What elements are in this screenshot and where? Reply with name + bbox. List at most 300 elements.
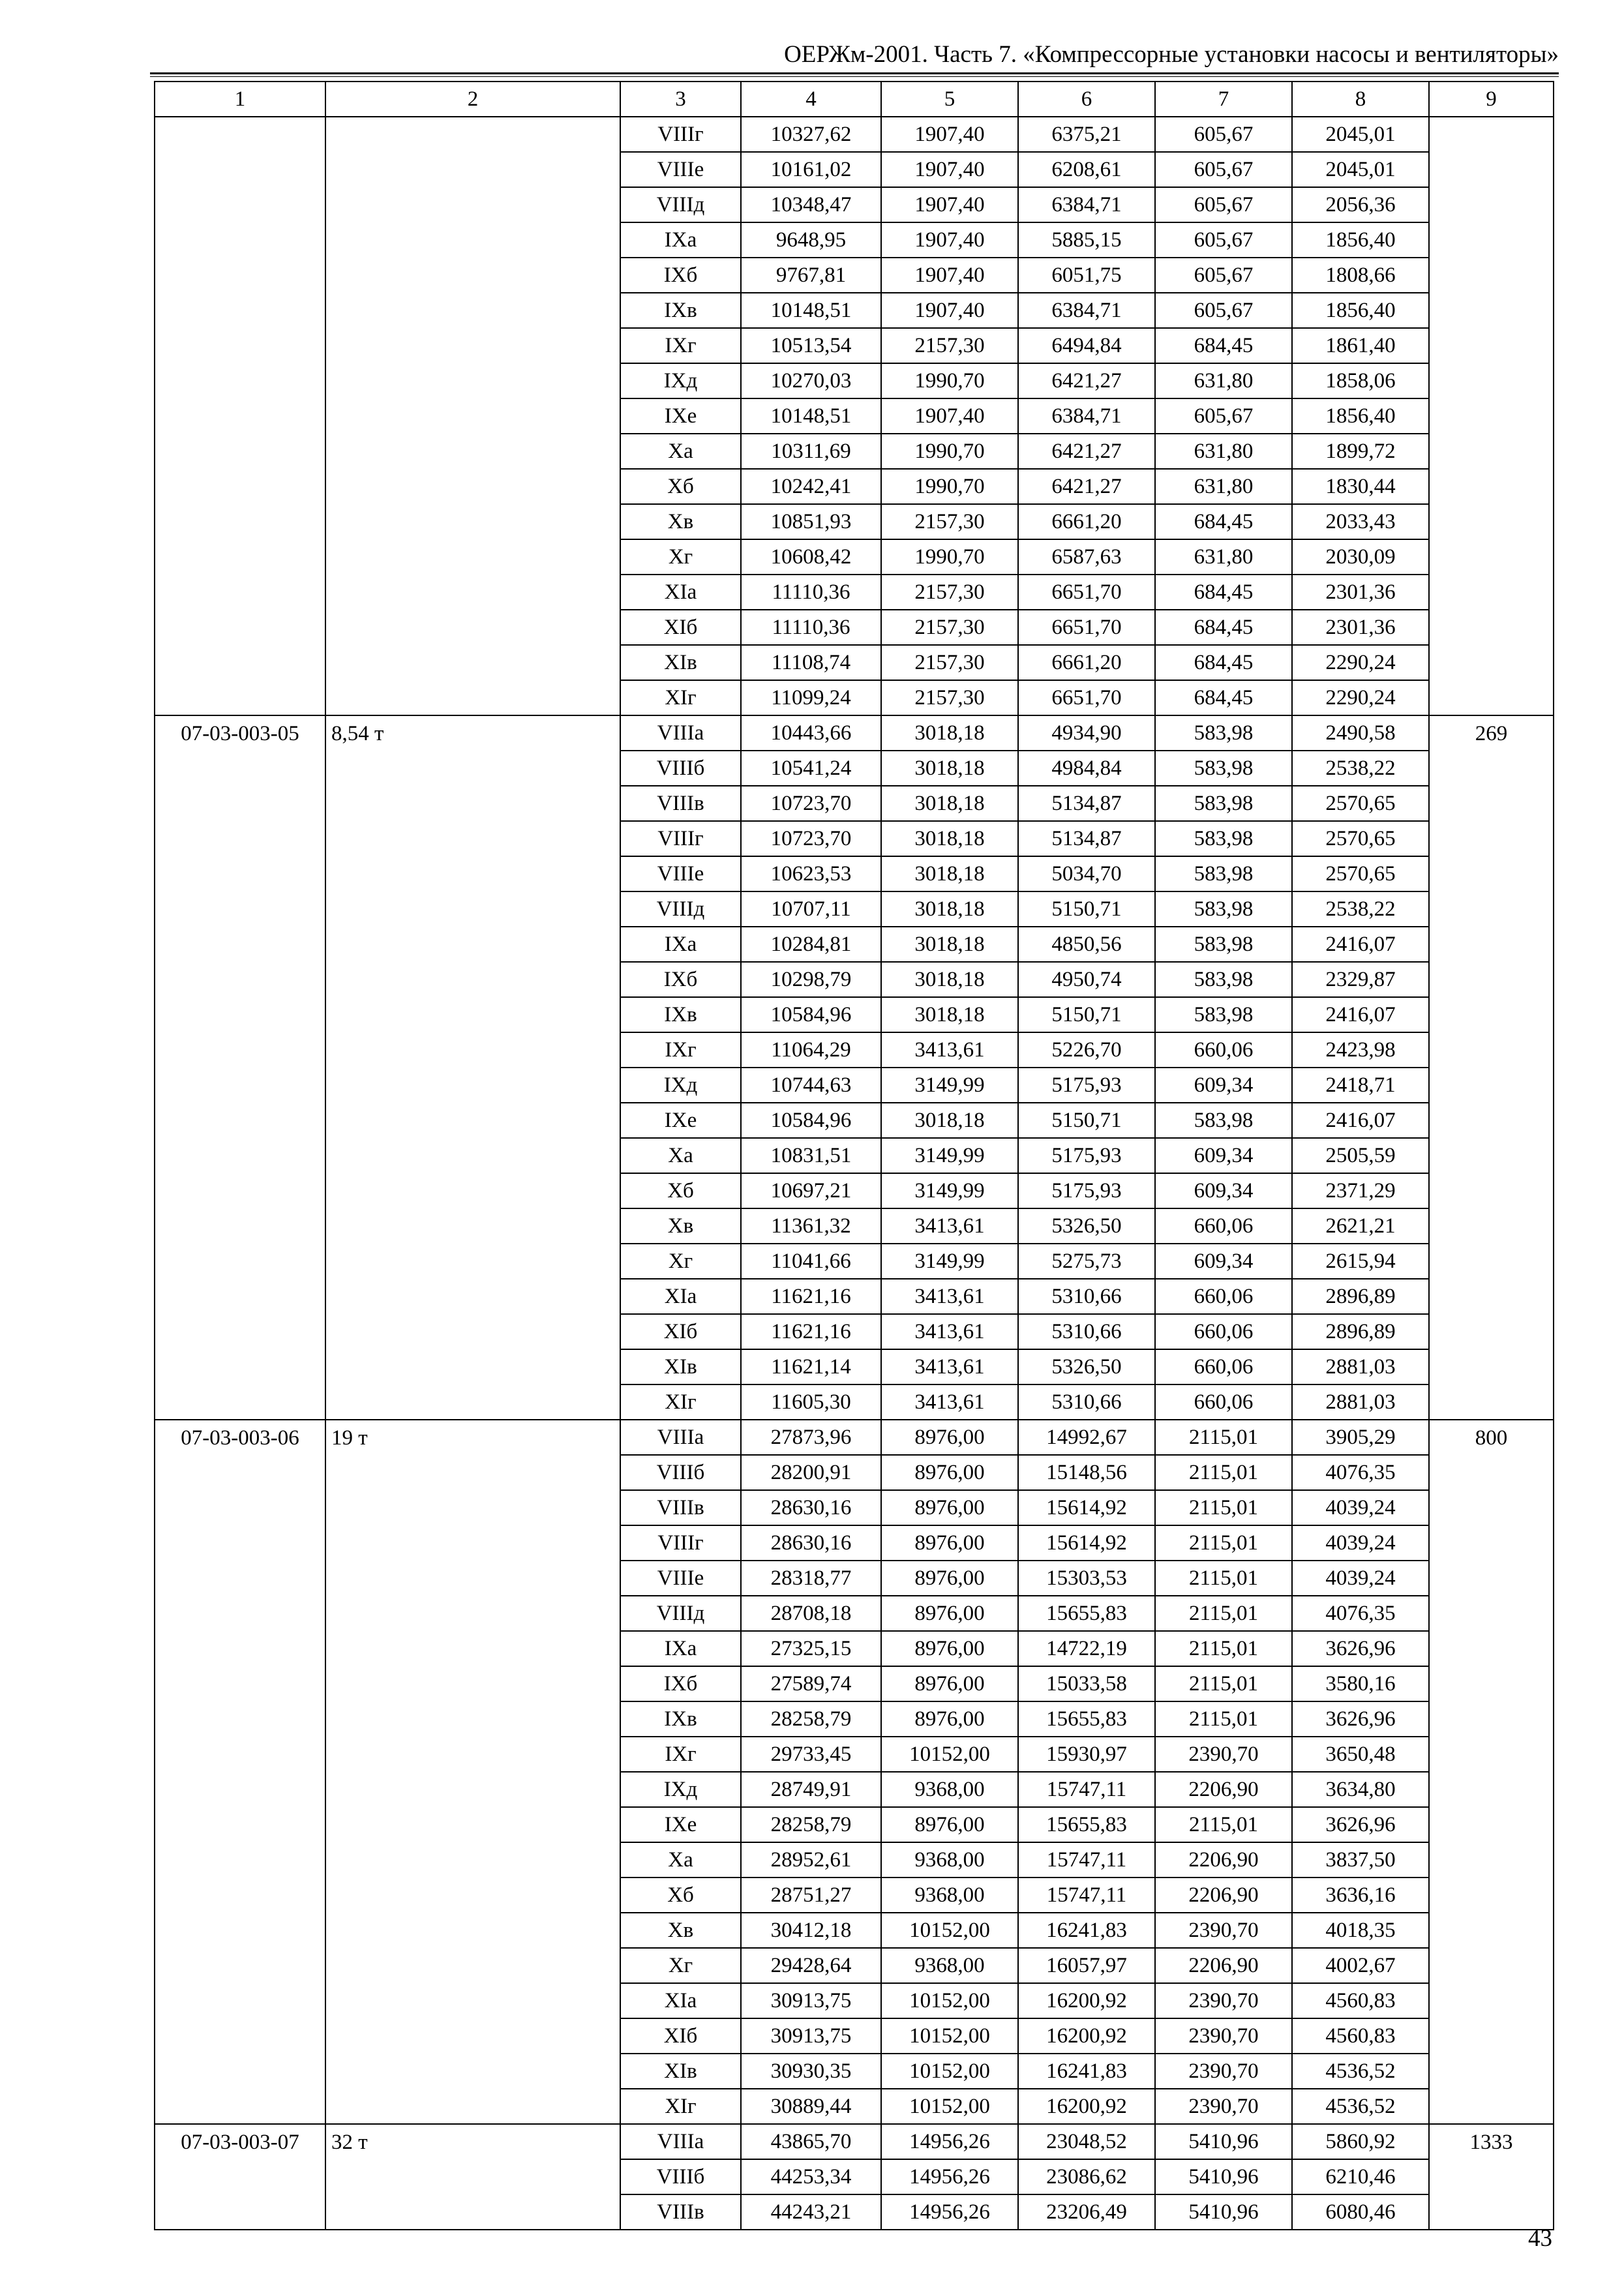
machinist-wages-cell: 631,80 xyxy=(1155,469,1292,504)
machines-cell: 5034,70 xyxy=(1018,856,1155,891)
item-name-cell xyxy=(325,398,620,434)
machines-cell: 16241,83 xyxy=(1018,1913,1155,1948)
table-row xyxy=(155,539,1554,575)
region-cell: IXг xyxy=(620,328,741,363)
wages-cell: 3413,61 xyxy=(881,1032,1018,1068)
table-row xyxy=(155,856,1554,891)
machinist-wages-cell: 2115,01 xyxy=(1155,1561,1292,1596)
item-code-cell xyxy=(155,1349,325,1384)
item-name-cell xyxy=(325,1208,620,1244)
total-cost-cell: 10584,96 xyxy=(741,1103,881,1138)
item-code-cell xyxy=(155,821,325,856)
labor-cost-cell xyxy=(1429,1525,1554,1561)
materials-cell: 4002,67 xyxy=(1292,1948,1429,1983)
total-cost-cell: 10723,70 xyxy=(741,821,881,856)
machines-cell: 14722,19 xyxy=(1018,1631,1155,1666)
machinist-wages-cell: 2115,01 xyxy=(1155,1525,1292,1561)
materials-cell: 1856,40 xyxy=(1292,398,1429,434)
machinist-wages-cell: 2390,70 xyxy=(1155,1913,1292,1948)
total-cost-cell: 27873,96 xyxy=(741,1420,881,1455)
labor-cost-cell xyxy=(1429,1561,1554,1596)
item-code-cell xyxy=(155,1208,325,1244)
total-cost-cell: 28749,91 xyxy=(741,1772,881,1807)
item-name-cell xyxy=(325,680,620,715)
item-code-cell xyxy=(155,187,325,222)
item-code-cell xyxy=(155,363,325,398)
machinist-wages-cell: 2390,70 xyxy=(1155,2054,1292,2089)
item-code-cell: 07-03-003-05 xyxy=(155,715,325,751)
wages-cell: 3413,61 xyxy=(881,1314,1018,1349)
materials-cell: 2621,21 xyxy=(1292,1208,1429,1244)
region-cell: IXв xyxy=(620,997,741,1032)
wages-cell: 3018,18 xyxy=(881,715,1018,751)
item-name-cell xyxy=(325,1948,620,1983)
machinist-wages-cell: 5410,96 xyxy=(1155,2159,1292,2194)
table-row xyxy=(155,2089,1554,2124)
labor-cost-cell xyxy=(1429,680,1554,715)
item-name-cell xyxy=(325,504,620,539)
total-cost-cell: 10851,93 xyxy=(741,504,881,539)
machinist-wages-cell: 684,45 xyxy=(1155,680,1292,715)
materials-cell: 2033,43 xyxy=(1292,504,1429,539)
materials-cell: 2538,22 xyxy=(1292,891,1429,927)
item-code-cell xyxy=(155,2194,325,2230)
region-cell: VIIIв xyxy=(620,1490,741,1525)
table-row xyxy=(155,1983,1554,2018)
total-cost-cell: 11621,16 xyxy=(741,1314,881,1349)
machines-cell: 6051,75 xyxy=(1018,258,1155,293)
machines-cell: 4984,84 xyxy=(1018,751,1155,786)
machinist-wages-cell: 605,67 xyxy=(1155,117,1292,152)
table-row xyxy=(155,1103,1554,1138)
total-cost-cell: 11064,29 xyxy=(741,1032,881,1068)
item-name-cell: 32 т xyxy=(325,2124,620,2159)
item-name-cell: 8,54 т xyxy=(325,715,620,751)
page-header-title: ОЕРЖм-2001. Часть 7. «Компрессорные установки насосы и вентиляторы» xyxy=(784,41,1559,68)
item-name-cell xyxy=(325,962,620,997)
table-row xyxy=(155,1772,1554,1807)
item-name-cell xyxy=(325,293,620,328)
wages-cell: 3018,18 xyxy=(881,997,1018,1032)
total-cost-cell: 29428,64 xyxy=(741,1948,881,1983)
labor-cost-cell xyxy=(1429,2054,1554,2089)
item-code-cell xyxy=(155,1807,325,1842)
wages-cell: 1907,40 xyxy=(881,187,1018,222)
materials-cell: 2896,89 xyxy=(1292,1314,1429,1349)
region-cell: XIа xyxy=(620,575,741,610)
materials-cell: 2045,01 xyxy=(1292,152,1429,187)
machinist-wages-cell: 2115,01 xyxy=(1155,1455,1292,1490)
table-row xyxy=(155,1384,1554,1420)
machinist-wages-cell: 609,34 xyxy=(1155,1138,1292,1173)
machines-cell: 15747,11 xyxy=(1018,1842,1155,1878)
region-cell: VIIIб xyxy=(620,751,741,786)
total-cost-cell: 10707,11 xyxy=(741,891,881,927)
labor-cost-cell xyxy=(1429,962,1554,997)
item-code-cell xyxy=(155,2018,325,2054)
item-code-cell xyxy=(155,786,325,821)
region-cell: XIб xyxy=(620,1314,741,1349)
wages-cell: 14956,26 xyxy=(881,2194,1018,2230)
materials-cell: 3626,96 xyxy=(1292,1807,1429,1842)
table-row xyxy=(155,715,1554,751)
table-row xyxy=(155,821,1554,856)
region-cell: XIв xyxy=(620,1349,741,1384)
region-cell: VIIIв xyxy=(620,2194,741,2230)
column-header: 7 xyxy=(1155,82,1292,117)
total-cost-cell: 10148,51 xyxy=(741,398,881,434)
labor-cost-cell xyxy=(1429,575,1554,610)
labor-cost-cell xyxy=(1429,1983,1554,2018)
materials-cell: 2570,65 xyxy=(1292,821,1429,856)
total-cost-cell: 28708,18 xyxy=(741,1596,881,1631)
machines-cell: 23048,52 xyxy=(1018,2124,1155,2159)
machinist-wages-cell: 631,80 xyxy=(1155,363,1292,398)
table-row xyxy=(155,469,1554,504)
item-code-cell xyxy=(155,1561,325,1596)
item-code-cell xyxy=(155,117,325,152)
wages-cell: 8976,00 xyxy=(881,1525,1018,1561)
item-name-cell xyxy=(325,1244,620,1279)
machinist-wages-cell: 583,98 xyxy=(1155,715,1292,751)
item-code-cell xyxy=(155,680,325,715)
wages-cell: 8976,00 xyxy=(881,1490,1018,1525)
table-row xyxy=(155,1878,1554,1913)
item-code-cell xyxy=(155,504,325,539)
materials-cell: 2570,65 xyxy=(1292,786,1429,821)
wages-cell: 10152,00 xyxy=(881,2089,1018,2124)
total-cost-cell: 28952,61 xyxy=(741,1842,881,1878)
materials-cell: 3636,16 xyxy=(1292,1878,1429,1913)
machinist-wages-cell: 583,98 xyxy=(1155,821,1292,856)
wages-cell: 3413,61 xyxy=(881,1208,1018,1244)
machinist-wages-cell: 660,06 xyxy=(1155,1032,1292,1068)
labor-cost-cell xyxy=(1429,2089,1554,2124)
machinist-wages-cell: 605,67 xyxy=(1155,258,1292,293)
item-name-cell xyxy=(325,1068,620,1103)
machines-cell: 15930,97 xyxy=(1018,1737,1155,1772)
table-row xyxy=(155,1068,1554,1103)
labor-cost-cell xyxy=(1429,1807,1554,1842)
table-row xyxy=(155,1913,1554,1948)
region-cell: Xв xyxy=(620,504,741,539)
wages-cell: 3149,99 xyxy=(881,1244,1018,1279)
total-cost-cell: 10348,47 xyxy=(741,187,881,222)
region-cell: XIв xyxy=(620,2054,741,2089)
region-cell: Xв xyxy=(620,1208,741,1244)
region-cell: VIIIе xyxy=(620,152,741,187)
item-name-cell xyxy=(325,258,620,293)
total-cost-cell: 10148,51 xyxy=(741,293,881,328)
item-name-cell xyxy=(325,786,620,821)
total-cost-cell: 44253,34 xyxy=(741,2159,881,2194)
materials-cell: 4560,83 xyxy=(1292,1983,1429,2018)
machines-cell: 6661,20 xyxy=(1018,504,1155,539)
item-code-cell xyxy=(155,1173,325,1208)
materials-cell: 4076,35 xyxy=(1292,1455,1429,1490)
region-cell: IXб xyxy=(620,258,741,293)
materials-cell: 2416,07 xyxy=(1292,1103,1429,1138)
table-row xyxy=(155,1737,1554,1772)
total-cost-cell: 30913,75 xyxy=(741,1983,881,2018)
machines-cell: 15033,58 xyxy=(1018,1666,1155,1701)
machines-cell: 15148,56 xyxy=(1018,1455,1155,1490)
total-cost-cell: 11108,74 xyxy=(741,645,881,680)
labor-cost-cell xyxy=(1429,1490,1554,1525)
labor-cost-cell xyxy=(1429,1842,1554,1878)
wages-cell: 2157,30 xyxy=(881,328,1018,363)
machines-cell: 5310,66 xyxy=(1018,1279,1155,1314)
total-cost-cell: 10723,70 xyxy=(741,786,881,821)
machines-cell: 15614,92 xyxy=(1018,1525,1155,1561)
region-cell: IXе xyxy=(620,1807,741,1842)
column-header: 2 xyxy=(325,82,620,117)
column-number-row xyxy=(155,82,1554,117)
wages-cell: 1907,40 xyxy=(881,117,1018,152)
item-code-cell xyxy=(155,1103,325,1138)
wages-cell: 2157,30 xyxy=(881,610,1018,645)
materials-cell: 3626,96 xyxy=(1292,1631,1429,1666)
wages-cell: 14956,26 xyxy=(881,2124,1018,2159)
machines-cell: 6494,84 xyxy=(1018,328,1155,363)
region-cell: XIв xyxy=(620,645,741,680)
region-cell: VIIIе xyxy=(620,1561,741,1596)
labor-cost-cell xyxy=(1429,1244,1554,1279)
total-cost-cell: 11621,16 xyxy=(741,1279,881,1314)
region-cell: XIг xyxy=(620,680,741,715)
table-row xyxy=(155,398,1554,434)
labor-cost-cell xyxy=(1429,258,1554,293)
labor-cost-cell xyxy=(1429,539,1554,575)
table-row xyxy=(155,2054,1554,2089)
wages-cell: 3018,18 xyxy=(881,786,1018,821)
machinist-wages-cell: 2115,01 xyxy=(1155,1420,1292,1455)
materials-cell: 1899,72 xyxy=(1292,434,1429,469)
item-name-cell xyxy=(325,1772,620,1807)
item-code-cell xyxy=(155,1701,325,1737)
machines-cell: 5275,73 xyxy=(1018,1244,1155,1279)
machinist-wages-cell: 2115,01 xyxy=(1155,1596,1292,1631)
item-code-cell: 07-03-003-07 xyxy=(155,2124,325,2159)
labor-cost-cell xyxy=(1429,1384,1554,1420)
region-cell: VIIIа xyxy=(620,2124,741,2159)
wages-cell: 3413,61 xyxy=(881,1384,1018,1420)
total-cost-cell: 30913,75 xyxy=(741,2018,881,2054)
machines-cell: 6651,70 xyxy=(1018,680,1155,715)
materials-cell: 4536,52 xyxy=(1292,2089,1429,2124)
machines-cell: 16200,92 xyxy=(1018,2089,1155,2124)
table-row xyxy=(155,1561,1554,1596)
total-cost-cell: 10161,02 xyxy=(741,152,881,187)
labor-cost-cell xyxy=(1429,610,1554,645)
total-cost-cell: 9648,95 xyxy=(741,222,881,258)
machines-cell: 6421,27 xyxy=(1018,434,1155,469)
total-cost-cell: 30412,18 xyxy=(741,1913,881,1948)
item-name-cell xyxy=(325,575,620,610)
machines-cell: 5226,70 xyxy=(1018,1032,1155,1068)
wages-cell: 3018,18 xyxy=(881,891,1018,927)
table-row xyxy=(155,962,1554,997)
machinist-wages-cell: 2115,01 xyxy=(1155,1666,1292,1701)
item-name-cell xyxy=(325,117,620,152)
machinist-wages-cell: 2390,70 xyxy=(1155,1737,1292,1772)
labor-cost-cell xyxy=(1429,1032,1554,1068)
item-name-cell xyxy=(325,363,620,398)
table-row xyxy=(155,434,1554,469)
region-cell: VIIIд xyxy=(620,891,741,927)
labor-cost-cell xyxy=(1429,751,1554,786)
item-name-cell xyxy=(325,469,620,504)
table-row xyxy=(155,1490,1554,1525)
item-code-cell xyxy=(155,1737,325,1772)
labor-cost-cell xyxy=(1429,328,1554,363)
wages-cell: 1990,70 xyxy=(881,539,1018,575)
wages-cell: 9368,00 xyxy=(881,1772,1018,1807)
labor-cost-cell xyxy=(1429,1455,1554,1490)
machines-cell: 5885,15 xyxy=(1018,222,1155,258)
materials-cell: 3634,80 xyxy=(1292,1772,1429,1807)
labor-cost-cell xyxy=(1429,997,1554,1032)
item-name-cell xyxy=(325,891,620,927)
column-header: 8 xyxy=(1292,82,1429,117)
machinist-wages-cell: 605,67 xyxy=(1155,187,1292,222)
materials-cell: 2896,89 xyxy=(1292,1279,1429,1314)
machinist-wages-cell: 605,67 xyxy=(1155,222,1292,258)
materials-cell: 1858,06 xyxy=(1292,363,1429,398)
total-cost-cell: 28258,79 xyxy=(741,1701,881,1737)
materials-cell: 2423,98 xyxy=(1292,1032,1429,1068)
materials-cell: 2290,24 xyxy=(1292,680,1429,715)
labor-cost-cell xyxy=(1429,222,1554,258)
machines-cell: 5150,71 xyxy=(1018,1103,1155,1138)
item-name-cell xyxy=(325,1561,620,1596)
materials-cell: 2881,03 xyxy=(1292,1349,1429,1384)
wages-cell: 8976,00 xyxy=(881,1631,1018,1666)
item-code-cell xyxy=(155,222,325,258)
region-cell: XIг xyxy=(620,1384,741,1420)
wages-cell: 8976,00 xyxy=(881,1807,1018,1842)
machinist-wages-cell: 583,98 xyxy=(1155,786,1292,821)
machines-cell: 5134,87 xyxy=(1018,821,1155,856)
total-cost-cell: 28751,27 xyxy=(741,1878,881,1913)
machinist-wages-cell: 605,67 xyxy=(1155,152,1292,187)
machinist-wages-cell: 2115,01 xyxy=(1155,1490,1292,1525)
table-row xyxy=(155,1032,1554,1068)
table-row xyxy=(155,575,1554,610)
item-name-cell xyxy=(325,2194,620,2230)
item-code-cell xyxy=(155,398,325,434)
region-cell: Xб xyxy=(620,1878,741,1913)
machines-cell: 5310,66 xyxy=(1018,1384,1155,1420)
labor-cost-cell xyxy=(1429,1878,1554,1913)
table-row xyxy=(155,1631,1554,1666)
item-code-cell xyxy=(155,1631,325,1666)
table-row xyxy=(155,997,1554,1032)
item-name-cell xyxy=(325,2089,620,2124)
total-cost-cell: 10697,21 xyxy=(741,1173,881,1208)
table-body xyxy=(155,117,1554,2230)
labor-cost-cell xyxy=(1429,1631,1554,1666)
wages-cell: 1907,40 xyxy=(881,222,1018,258)
item-name-cell xyxy=(325,1807,620,1842)
machines-cell: 5134,87 xyxy=(1018,786,1155,821)
machinist-wages-cell: 583,98 xyxy=(1155,927,1292,962)
item-name-cell xyxy=(325,1737,620,1772)
region-cell: VIIIа xyxy=(620,1420,741,1455)
labor-cost-cell xyxy=(1429,469,1554,504)
machinist-wages-cell: 5410,96 xyxy=(1155,2194,1292,2230)
machinist-wages-cell: 2206,90 xyxy=(1155,1878,1292,1913)
item-code-cell xyxy=(155,1596,325,1631)
table-row xyxy=(155,786,1554,821)
table-row xyxy=(155,363,1554,398)
region-cell: Xа xyxy=(620,1842,741,1878)
table-row xyxy=(155,891,1554,927)
item-name-cell xyxy=(325,1913,620,1948)
table-row xyxy=(155,1314,1554,1349)
item-name-cell xyxy=(325,434,620,469)
region-cell: IXе xyxy=(620,1103,741,1138)
item-name-cell xyxy=(325,1842,620,1878)
total-cost-cell: 11605,30 xyxy=(741,1384,881,1420)
item-code-cell xyxy=(155,2089,325,2124)
item-name-cell xyxy=(325,1138,620,1173)
materials-cell: 2505,59 xyxy=(1292,1138,1429,1173)
item-name-cell xyxy=(325,821,620,856)
table-row xyxy=(155,680,1554,715)
machinist-wages-cell: 660,06 xyxy=(1155,1279,1292,1314)
table-row xyxy=(155,1349,1554,1384)
machinist-wages-cell: 631,80 xyxy=(1155,539,1292,575)
labor-cost-cell xyxy=(1429,645,1554,680)
item-name-cell xyxy=(325,1666,620,1701)
materials-cell: 2301,36 xyxy=(1292,575,1429,610)
item-name-cell xyxy=(325,222,620,258)
machinist-wages-cell: 583,98 xyxy=(1155,751,1292,786)
region-cell: VIIIв xyxy=(620,786,741,821)
table-row xyxy=(155,1208,1554,1244)
header-rule-thin xyxy=(150,76,1559,77)
item-code-cell xyxy=(155,1455,325,1490)
item-name-cell xyxy=(325,1631,620,1666)
region-cell: VIIIг xyxy=(620,821,741,856)
wages-cell: 14956,26 xyxy=(881,2159,1018,2194)
machinist-wages-cell: 609,34 xyxy=(1155,1068,1292,1103)
machines-cell: 15303,53 xyxy=(1018,1561,1155,1596)
machines-cell: 6421,27 xyxy=(1018,363,1155,398)
total-cost-cell: 10623,53 xyxy=(741,856,881,891)
wages-cell: 3018,18 xyxy=(881,821,1018,856)
total-cost-cell: 27589,74 xyxy=(741,1666,881,1701)
item-code-cell xyxy=(155,997,325,1032)
wages-cell: 2157,30 xyxy=(881,575,1018,610)
machinist-wages-cell: 609,34 xyxy=(1155,1173,1292,1208)
wages-cell: 3149,99 xyxy=(881,1068,1018,1103)
wages-cell: 1907,40 xyxy=(881,398,1018,434)
item-code-cell xyxy=(155,610,325,645)
materials-cell: 4018,35 xyxy=(1292,1913,1429,1948)
total-cost-cell: 10270,03 xyxy=(741,363,881,398)
item-code-cell xyxy=(155,328,325,363)
machines-cell: 16200,92 xyxy=(1018,2018,1155,2054)
item-name-cell xyxy=(325,1032,620,1068)
region-cell: IXа xyxy=(620,1631,741,1666)
labor-cost-cell: 1333 xyxy=(1429,2124,1554,2159)
item-code-cell xyxy=(155,1314,325,1349)
table-row xyxy=(155,610,1554,645)
labor-cost-cell xyxy=(1429,786,1554,821)
materials-cell: 3626,96 xyxy=(1292,1701,1429,1737)
